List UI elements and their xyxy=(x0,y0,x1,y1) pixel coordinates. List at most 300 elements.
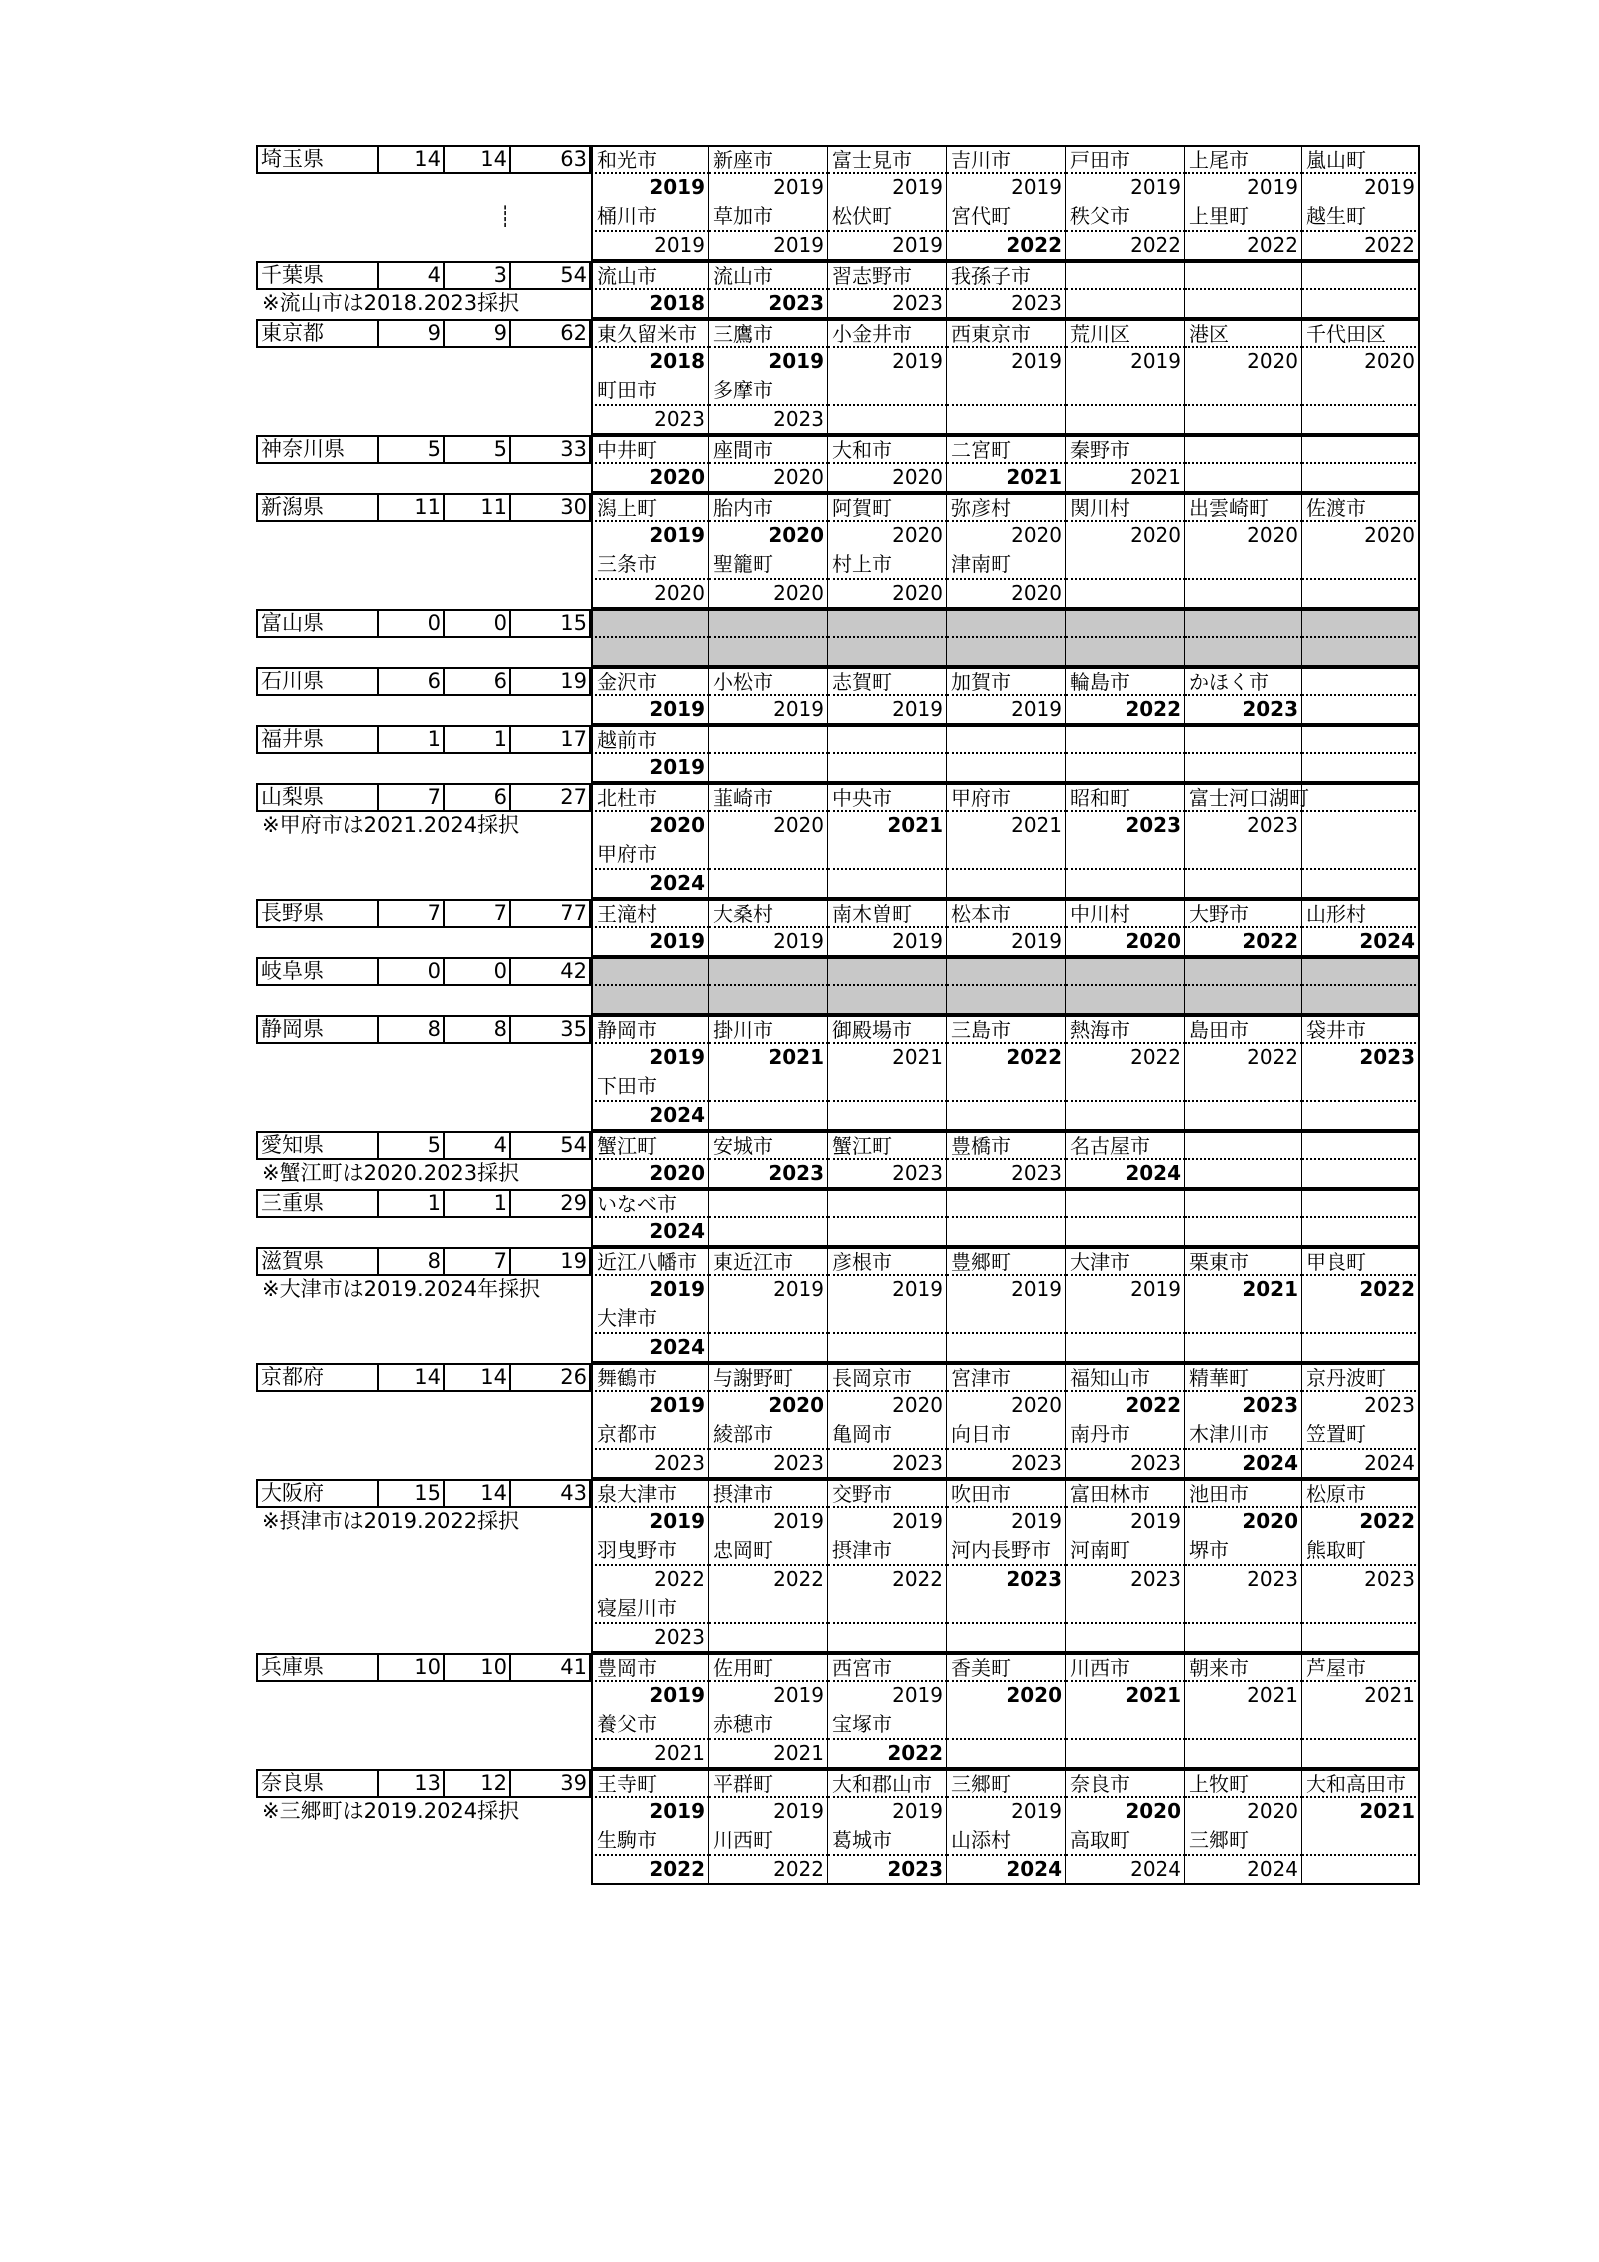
municipality-name: 荒川区 xyxy=(1066,319,1185,348)
adoption-year: 2023 xyxy=(709,406,828,435)
prefecture-header xyxy=(256,261,591,290)
adoption-year: 2024 xyxy=(1185,1450,1302,1479)
left-spacer xyxy=(256,754,591,783)
adoption-year: 2019 xyxy=(591,928,709,957)
table-row xyxy=(256,1131,1442,1160)
municipality-name: 大和市 xyxy=(828,435,947,464)
adoption-year: 2022 xyxy=(1185,232,1302,261)
adoption-year: 2021 xyxy=(828,812,947,841)
municipality-name xyxy=(947,1595,1066,1624)
municipality-name xyxy=(1185,609,1302,638)
adoption-year: 2023 xyxy=(591,1450,709,1479)
municipality-name xyxy=(1302,551,1420,580)
adoption-year: 2020 xyxy=(1066,522,1185,551)
adoption-year: 2021 xyxy=(1066,1682,1185,1711)
municipality-name: 京丹波町 xyxy=(1302,1363,1420,1392)
count-1: 0 xyxy=(379,609,445,638)
adoption-year xyxy=(709,754,828,783)
municipality-name xyxy=(709,725,828,754)
municipality-name: 京都市 xyxy=(591,1421,709,1450)
municipality-name xyxy=(709,1073,828,1102)
table-row xyxy=(256,667,1442,696)
adoption-year xyxy=(1066,406,1185,435)
prefecture-header xyxy=(256,609,591,638)
municipality-name: 川西市 xyxy=(1066,1653,1185,1682)
municipality-name: 越生町 xyxy=(1302,203,1420,232)
municipality-name: 西東京市 xyxy=(947,319,1066,348)
adoption-year: 2018 xyxy=(591,348,709,377)
prefecture-name: 埼玉県 xyxy=(256,145,379,174)
count-1: 7 xyxy=(379,899,445,928)
municipality-name: 泉大津市 xyxy=(591,1479,709,1508)
left-spacer xyxy=(256,203,591,232)
municipality-name: 袋井市 xyxy=(1302,1015,1420,1044)
municipality-name xyxy=(828,725,947,754)
adoption-year: 2023 xyxy=(1066,812,1185,841)
municipality-name: 奈良市 xyxy=(1066,1769,1185,1798)
prefecture-name: 岐阜県 xyxy=(256,957,379,986)
prefecture-name: 千葉県 xyxy=(256,261,379,290)
adoption-year: 2024 xyxy=(1185,1856,1302,1885)
municipality-name xyxy=(1066,1305,1185,1334)
municipality-name: 二宮町 xyxy=(947,435,1066,464)
municipality-name: 我孫子市 xyxy=(947,261,1066,290)
prefecture-name: 三重県 xyxy=(256,1189,379,1218)
municipality-name: 甲良町 xyxy=(1302,1247,1420,1276)
municipality-name: 堺市 xyxy=(1185,1537,1302,1566)
municipality-name: 熱海市 xyxy=(1066,1015,1185,1044)
adoption-year: 2023 xyxy=(1066,1450,1185,1479)
adoption-year xyxy=(1185,1740,1302,1769)
municipality-name: 山形村 xyxy=(1302,899,1420,928)
municipality-name xyxy=(1302,667,1420,696)
adoption-year: 2022 xyxy=(1066,1044,1185,1073)
count-1: 5 xyxy=(379,435,445,464)
prefecture-name: 東京都 xyxy=(256,319,379,348)
count-3: 19 xyxy=(511,1247,591,1276)
count-2: 10 xyxy=(445,1653,511,1682)
adoption-year: 2023 xyxy=(591,1624,709,1653)
adoption-year: 2022 xyxy=(591,1566,709,1595)
prefecture-block xyxy=(256,493,1442,609)
table-row xyxy=(256,812,1442,841)
count-2: 6 xyxy=(445,783,511,812)
count-1: 4 xyxy=(379,261,445,290)
municipality-name: 三郷町 xyxy=(947,1769,1066,1798)
adoption-year xyxy=(1302,464,1420,493)
municipality-name: 加賀市 xyxy=(947,667,1066,696)
municipality-name: 甲府市 xyxy=(591,841,709,870)
adoption-year: 2019 xyxy=(1066,348,1185,377)
municipality-name: 阿賀町 xyxy=(828,493,947,522)
prefecture-block xyxy=(256,667,1442,725)
municipality-name: 近江八幡市 xyxy=(591,1247,709,1276)
adoption-year xyxy=(1185,290,1302,319)
table-row xyxy=(256,203,1442,232)
municipality-name: 草加市 xyxy=(709,203,828,232)
table-row xyxy=(256,609,1442,638)
adoption-year: 2020 xyxy=(1066,1798,1185,1827)
prefecture-name: 静岡県 xyxy=(256,1015,379,1044)
adoption-year xyxy=(828,1102,947,1131)
municipality-name: 西宮市 xyxy=(828,1653,947,1682)
municipality-name xyxy=(1302,1595,1420,1624)
prefecture-name: 京都府 xyxy=(256,1363,379,1392)
left-spacer xyxy=(256,1218,591,1247)
municipality-name xyxy=(828,377,947,406)
adoption-year: 2019 xyxy=(828,696,947,725)
table-row xyxy=(256,1479,1442,1508)
table-row xyxy=(256,522,1442,551)
left-spacer xyxy=(256,1044,591,1073)
adoption-year xyxy=(1302,638,1420,667)
municipality-name: 越前市 xyxy=(591,725,709,754)
municipality-name: 池田市 xyxy=(1185,1479,1302,1508)
municipality-name xyxy=(591,957,709,986)
adoption-year: 2021 xyxy=(828,1044,947,1073)
adoption-year: 2020 xyxy=(828,464,947,493)
adoption-year: 2020 xyxy=(1066,928,1185,957)
adoption-year: 2024 xyxy=(591,870,709,899)
adoption-year: 2020 xyxy=(947,522,1066,551)
count-2: 8 xyxy=(445,1015,511,1044)
count-1: 0 xyxy=(379,957,445,986)
adoption-year xyxy=(1185,580,1302,609)
adoption-year xyxy=(947,1102,1066,1131)
municipality-name: 舞鶴市 xyxy=(591,1363,709,1392)
municipality-name: 富士見市 xyxy=(828,145,947,174)
municipality-name: 摂津市 xyxy=(828,1537,947,1566)
adoption-year xyxy=(1066,1218,1185,1247)
prefecture-block xyxy=(256,609,1442,667)
adoption-year: 2024 xyxy=(1302,1450,1420,1479)
table-row xyxy=(256,464,1442,493)
left-spacer xyxy=(256,1856,591,1885)
count-3: 33 xyxy=(511,435,591,464)
prefecture-header xyxy=(256,725,591,754)
table-row xyxy=(256,1711,1442,1740)
left-spacer xyxy=(256,580,591,609)
table-row xyxy=(256,145,1442,174)
municipality-name: 三鷹市 xyxy=(709,319,828,348)
adoption-year: 2023 xyxy=(1302,1566,1420,1595)
municipality-name: 中央市 xyxy=(828,783,947,812)
adoption-year xyxy=(1302,406,1420,435)
left-spacer xyxy=(256,696,591,725)
municipality-name: 高取町 xyxy=(1066,1827,1185,1856)
left-spacer xyxy=(256,1537,591,1566)
left-spacer xyxy=(256,232,591,261)
adoption-year: 2020 xyxy=(947,580,1066,609)
adoption-year: 2019 xyxy=(591,696,709,725)
adoption-year: 2024 xyxy=(1066,1856,1185,1885)
adoption-year xyxy=(709,1102,828,1131)
municipality-name: 大和郡山市 xyxy=(828,1769,947,1798)
table-row xyxy=(256,1595,1442,1624)
municipality-name: 佐渡市 xyxy=(1302,493,1420,522)
count-2: 14 xyxy=(445,1479,511,1508)
adoption-year: 2019 xyxy=(1066,1508,1185,1537)
table-row xyxy=(256,1015,1442,1044)
municipality-name xyxy=(1066,1711,1185,1740)
adoption-note: ※摂津市は2019.2022採択 xyxy=(262,1509,520,1533)
adoption-year: 2019 xyxy=(1066,174,1185,203)
adoption-year: 2019 xyxy=(709,696,828,725)
count-2: 9 xyxy=(445,319,511,348)
adoption-year xyxy=(947,870,1066,899)
count-3: 63 xyxy=(511,145,591,174)
prefecture-name: 福井県 xyxy=(256,725,379,754)
adoption-year: 2019 xyxy=(828,232,947,261)
table-row xyxy=(256,696,1442,725)
municipality-name xyxy=(1066,957,1185,986)
table-row xyxy=(256,1537,1442,1566)
municipality-name xyxy=(709,841,828,870)
table-row xyxy=(256,1218,1442,1247)
left-spacer xyxy=(256,1305,591,1334)
prefecture-name: 石川県 xyxy=(256,667,379,696)
adoption-year: 2020 xyxy=(947,1392,1066,1421)
prefecture-name: 兵庫県 xyxy=(256,1653,379,1682)
municipality-name xyxy=(947,957,1066,986)
prefecture-block xyxy=(256,1131,1442,1189)
adoption-year: 2021 xyxy=(1066,464,1185,493)
adoption-year: 2020 xyxy=(828,580,947,609)
prefecture-header xyxy=(256,319,591,348)
count-1: 7 xyxy=(379,783,445,812)
municipality-name xyxy=(1185,1073,1302,1102)
municipality-name: 王滝村 xyxy=(591,899,709,928)
table-row xyxy=(256,841,1442,870)
prefecture-name: 愛知県 xyxy=(256,1131,379,1160)
count-2: 0 xyxy=(445,609,511,638)
municipality-name: 川西町 xyxy=(709,1827,828,1856)
municipality-name xyxy=(1066,377,1185,406)
municipality-name: 栗東市 xyxy=(1185,1247,1302,1276)
municipality-name: 松伏町 xyxy=(828,203,947,232)
municipality-name: 戸田市 xyxy=(1066,145,1185,174)
count-1: 15 xyxy=(379,1479,445,1508)
table-row xyxy=(256,232,1442,261)
count-3: 39 xyxy=(511,1769,591,1798)
adoption-note: ※流山市は2018.2023採択 xyxy=(262,291,520,315)
municipality-name xyxy=(947,725,1066,754)
adoption-year xyxy=(1302,1218,1420,1247)
adoption-year xyxy=(947,986,1066,1015)
adoption-year: 2024 xyxy=(1066,1160,1185,1189)
table-row xyxy=(256,1856,1442,1885)
adoption-year xyxy=(709,870,828,899)
adoption-year: 2022 xyxy=(828,1566,947,1595)
count-3: 41 xyxy=(511,1653,591,1682)
adoption-year xyxy=(1185,870,1302,899)
municipality-name xyxy=(828,841,947,870)
prefecture-header xyxy=(256,1653,591,1682)
left-spacer xyxy=(256,1740,591,1769)
prefecture-block xyxy=(256,899,1442,957)
adoption-year: 2019 xyxy=(591,232,709,261)
municipality-name xyxy=(1302,1305,1420,1334)
municipality-name: 宮代町 xyxy=(947,203,1066,232)
municipality-name: 笠置町 xyxy=(1302,1421,1420,1450)
municipality-name: 河南町 xyxy=(1066,1537,1185,1566)
adoption-year xyxy=(828,1218,947,1247)
municipality-name xyxy=(1066,1073,1185,1102)
adoption-year: 2020 xyxy=(947,1682,1066,1711)
table-row xyxy=(256,406,1442,435)
municipality-name xyxy=(1302,377,1420,406)
count-2: 12 xyxy=(445,1769,511,1798)
count-3: 42 xyxy=(511,957,591,986)
municipality-name: 摂津市 xyxy=(709,1479,828,1508)
count-1: 8 xyxy=(379,1015,445,1044)
count-3: 15 xyxy=(511,609,591,638)
left-spacer xyxy=(256,1682,591,1711)
count-3: 26 xyxy=(511,1363,591,1392)
municipality-name: 掛川市 xyxy=(709,1015,828,1044)
municipality-name: 大津市 xyxy=(591,1305,709,1334)
prefecture-block xyxy=(256,261,1442,319)
municipality-name: 和光市 xyxy=(591,145,709,174)
municipality-name: 富士河口湖町 xyxy=(1185,783,1302,812)
table-row xyxy=(256,1421,1442,1450)
municipality-name: 三郷町 xyxy=(1185,1827,1302,1856)
adoption-year: 2019 xyxy=(947,928,1066,957)
left-spacer xyxy=(256,1566,591,1595)
municipality-name: 大津市 xyxy=(1066,1247,1185,1276)
municipality-name xyxy=(1066,841,1185,870)
table-row xyxy=(256,1102,1442,1131)
table-row xyxy=(256,290,1442,319)
municipality-name xyxy=(947,377,1066,406)
adoption-year: 2019 xyxy=(709,1682,828,1711)
table-row xyxy=(256,435,1442,464)
adoption-year: 2019 xyxy=(591,1508,709,1537)
adoption-year: 2019 xyxy=(947,174,1066,203)
municipality-name: 北杜市 xyxy=(591,783,709,812)
municipality-name xyxy=(1302,783,1420,812)
municipality-name: 豊橋市 xyxy=(947,1131,1066,1160)
adoption-year: 2023 xyxy=(947,1450,1066,1479)
adoption-year: 2022 xyxy=(1185,928,1302,957)
municipality-name: 流山市 xyxy=(709,261,828,290)
municipality-name: 名古屋市 xyxy=(1066,1131,1185,1160)
adoption-year: 2023 xyxy=(1185,812,1302,841)
municipality-name: 葛城市 xyxy=(828,1827,947,1856)
municipality-name: 木津川市 xyxy=(1185,1421,1302,1450)
table-row xyxy=(256,928,1442,957)
adoption-year xyxy=(1066,870,1185,899)
adoption-year: 2019 xyxy=(947,1276,1066,1305)
adoption-year xyxy=(828,870,947,899)
adoption-year: 2022 xyxy=(709,1856,828,1885)
count-2: 5 xyxy=(445,435,511,464)
municipality-name: 羽曳野市 xyxy=(591,1537,709,1566)
count-1: 14 xyxy=(379,1363,445,1392)
adoption-year xyxy=(1066,754,1185,783)
municipality-name xyxy=(1302,1827,1420,1856)
table-row xyxy=(256,1392,1442,1421)
adoption-year xyxy=(1302,290,1420,319)
adoption-year: 2021 xyxy=(709,1044,828,1073)
adoption-year: 2020 xyxy=(591,464,709,493)
count-3: 62 xyxy=(511,319,591,348)
municipality-name: 三島市 xyxy=(947,1015,1066,1044)
adoption-year: 2024 xyxy=(947,1856,1066,1885)
adoption-year: 2022 xyxy=(1185,1044,1302,1073)
municipality-name: 南木曽町 xyxy=(828,899,947,928)
municipality-name xyxy=(828,957,947,986)
prefecture-header xyxy=(256,435,591,464)
prefecture-name: 大阪府 xyxy=(256,1479,379,1508)
adoption-year xyxy=(1066,1334,1185,1363)
prefecture-header xyxy=(256,667,591,696)
municipality-name: 宮津市 xyxy=(947,1363,1066,1392)
table-row xyxy=(256,551,1442,580)
municipality-name xyxy=(1302,1131,1420,1160)
adoption-year xyxy=(1302,580,1420,609)
adoption-year: 2019 xyxy=(709,1276,828,1305)
municipality-name: 桶川市 xyxy=(591,203,709,232)
municipality-name xyxy=(828,1073,947,1102)
adoption-year: 2023 xyxy=(1185,696,1302,725)
municipality-name xyxy=(1066,609,1185,638)
adoption-year xyxy=(1185,1160,1302,1189)
municipality-name: 村上市 xyxy=(828,551,947,580)
adoption-year: 2020 xyxy=(591,580,709,609)
table-row xyxy=(256,1769,1442,1798)
adoption-year xyxy=(1302,870,1420,899)
adoption-year xyxy=(1302,1160,1420,1189)
adoption-year: 2023 xyxy=(947,1160,1066,1189)
adoption-year: 2019 xyxy=(709,928,828,957)
municipality-name xyxy=(709,609,828,638)
adoption-year: 2020 xyxy=(709,464,828,493)
adoption-year: 2020 xyxy=(828,522,947,551)
municipality-name: 町田市 xyxy=(591,377,709,406)
municipality-name: 上里町 xyxy=(1185,203,1302,232)
adoption-year: 2023 xyxy=(828,1450,947,1479)
municipality-name: 新座市 xyxy=(709,145,828,174)
adoption-year xyxy=(947,1624,1066,1653)
prefecture-header xyxy=(256,1363,591,1392)
prefecture-name: 神奈川県 xyxy=(256,435,379,464)
count-1: 8 xyxy=(379,1247,445,1276)
prefecture-header xyxy=(256,145,591,174)
adoption-year: 2022 xyxy=(1302,1276,1420,1305)
adoption-year: 2019 xyxy=(947,1798,1066,1827)
municipality-name: 赤穂市 xyxy=(709,1711,828,1740)
prefecture-name: 長野県 xyxy=(256,899,379,928)
adoption-year: 2020 xyxy=(591,812,709,841)
adoption-year xyxy=(1185,1102,1302,1131)
prefecture-block xyxy=(256,1479,1442,1653)
adoption-year: 2023 xyxy=(709,290,828,319)
adoption-year: 2019 xyxy=(947,348,1066,377)
prefecture-header xyxy=(256,1247,591,1276)
count-1: 5 xyxy=(379,1131,445,1160)
adoption-year xyxy=(828,406,947,435)
municipality-name xyxy=(947,1189,1066,1218)
prefecture-header xyxy=(256,957,591,986)
adoption-year xyxy=(591,986,709,1015)
adoption-year xyxy=(1302,696,1420,725)
municipality-name: 王寺町 xyxy=(591,1769,709,1798)
prefecture-block xyxy=(256,783,1442,899)
adoption-year: 2019 xyxy=(709,232,828,261)
adoption-year: 2020 xyxy=(709,812,828,841)
adoption-year xyxy=(1302,1624,1420,1653)
